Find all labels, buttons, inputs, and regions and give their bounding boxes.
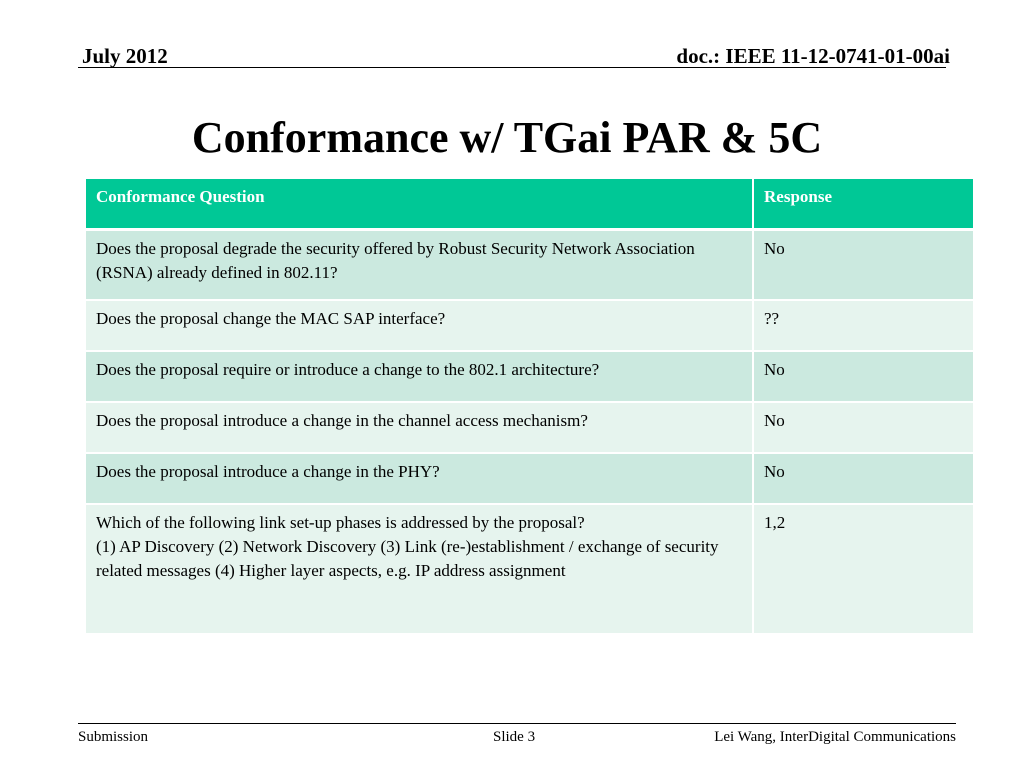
- question-cell: Does the proposal change the MAC SAP interface?: [86, 300, 753, 351]
- header-date: July 2012: [82, 44, 168, 68]
- footer-slide-number: Slide 3: [493, 729, 536, 745]
- table-row: [86, 229, 973, 300]
- response-cell: No: [753, 453, 973, 504]
- response-cell: No: [753, 402, 973, 453]
- footer-author: Lei Wang, InterDigital Communications: [714, 729, 956, 745]
- question-cell: Does the proposal introduce a change in the PHY?: [86, 453, 753, 504]
- table-row: [86, 300, 973, 351]
- question-line: (1) AP Discovery (2) Network Discovery (3) Link (re-)establishment / exchange of security related messages (4) Higher layer aspects, e.g. IP address assignment: [96, 537, 719, 580]
- header-divider: [78, 67, 946, 68]
- response-cell: No: [753, 351, 973, 402]
- question-cell: Does the proposal introduce a change in the channel access mechanism?: [86, 402, 753, 453]
- table-row: [86, 453, 973, 504]
- column-header-response: Response: [753, 179, 973, 229]
- footer-divider: [78, 723, 956, 724]
- response-cell: 1,2: [753, 504, 973, 634]
- response-cell: No: [753, 229, 973, 300]
- conformance-table: [86, 179, 973, 635]
- question-line: Which of the following link set-up phases is addressed by the proposal?: [96, 513, 585, 532]
- slide-title: Conformance w/ TGai PAR & 5C: [191, 113, 823, 162]
- header-doc-id: doc.: IEEE 11-12-0741-01-00ai: [676, 44, 950, 68]
- question-cell: Does the proposal degrade the security offered by Robust Security Network Association (RSNA) already defined in 802.11?: [86, 229, 753, 300]
- table-row: [86, 351, 973, 402]
- question-cell: Does the proposal require or introduce a change to the 802.1 architecture?: [86, 351, 753, 402]
- table-header-row: [86, 179, 973, 229]
- table-row: [86, 504, 973, 634]
- response-cell: ??: [753, 300, 973, 351]
- table-row: [86, 402, 973, 453]
- question-cell: [86, 504, 753, 634]
- column-header-question: Conformance Question: [86, 179, 753, 229]
- footer-submission: Submission: [78, 729, 149, 745]
